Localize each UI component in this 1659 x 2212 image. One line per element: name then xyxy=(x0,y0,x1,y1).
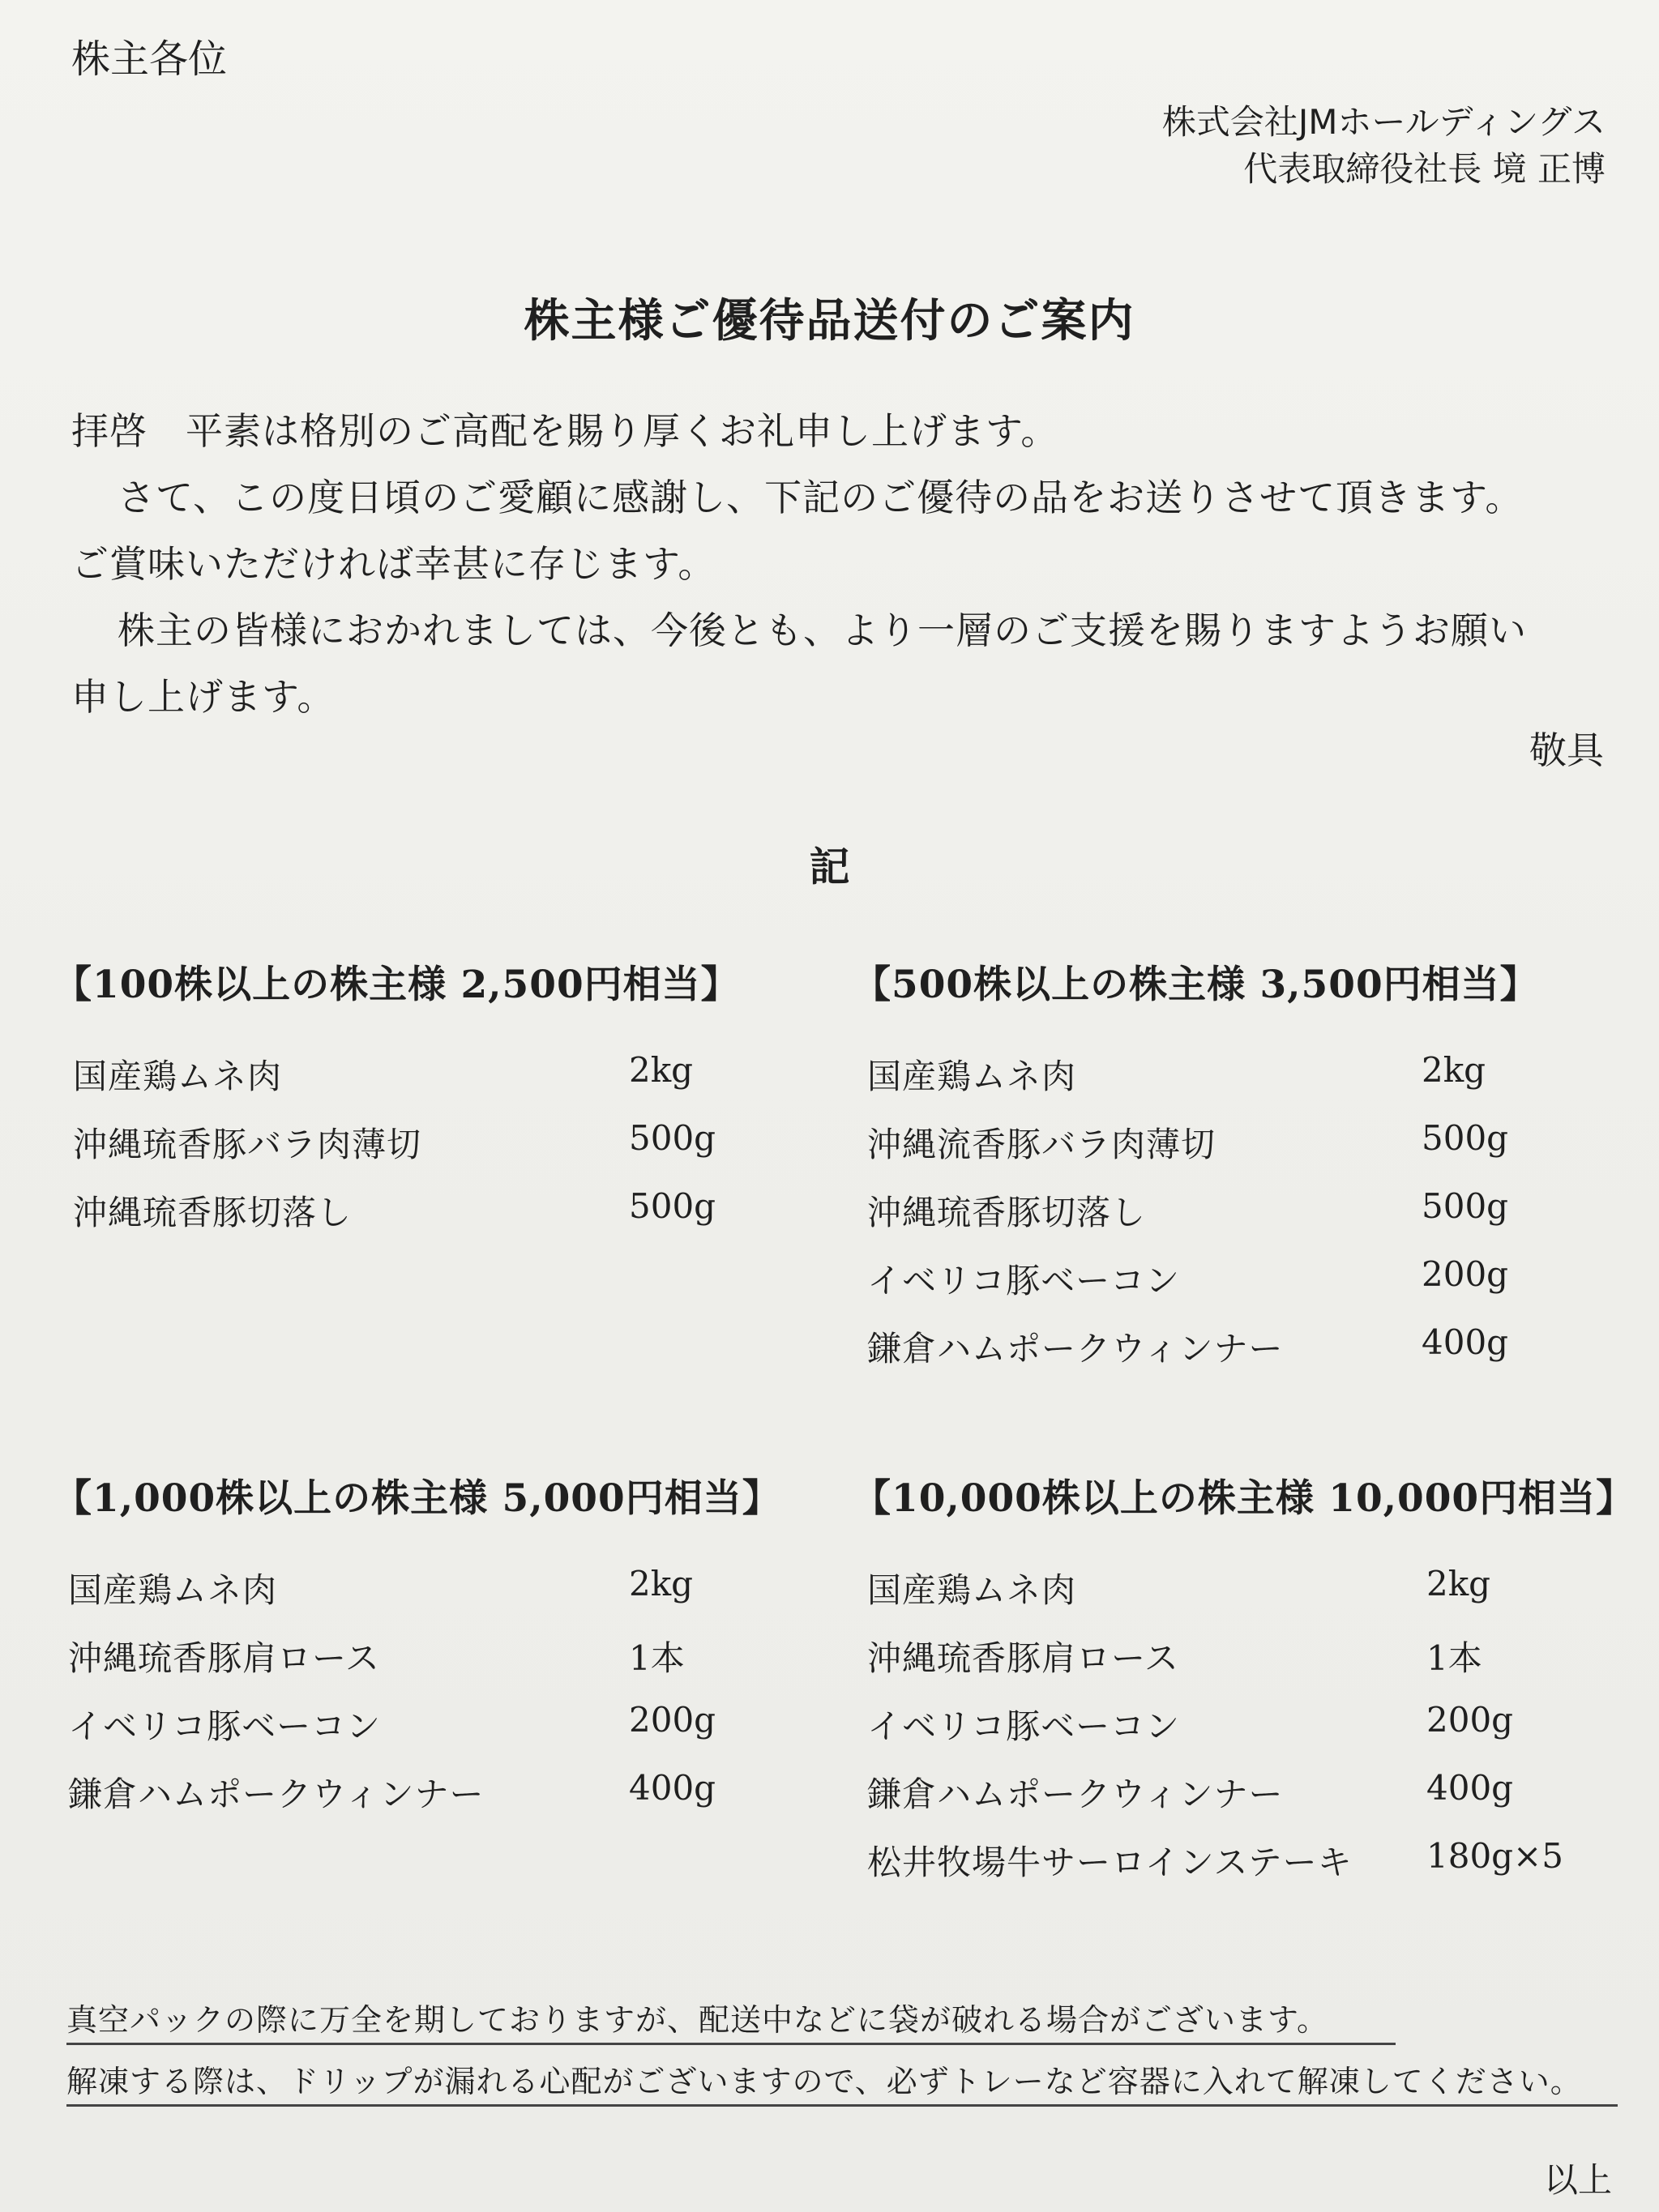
section-heading: 【1,000株以上の株主様 5,000円相当】 xyxy=(53,1476,781,1521)
representative-name: 代表取締役社長 境 正博 xyxy=(1243,149,1606,189)
section-100-shares xyxy=(53,954,740,1232)
section-heading: 【500株以上の株主様 3,500円相当】 xyxy=(853,963,1539,1007)
item-qty: 500g xyxy=(629,1186,716,1226)
section-heading: 【100株以上の株主様 2,500円相当】 xyxy=(53,963,740,1007)
item-qty: 400g xyxy=(629,1768,716,1808)
item-name: イベリコ豚ベーコン xyxy=(68,1706,382,1746)
body-line-4: 株主の皆様におかれましては、今後とも、より一層のご支援を賜りますようお願い xyxy=(118,609,1527,652)
end-ijou: 以上 xyxy=(1543,2160,1612,2200)
item-name: 鎌倉ハムポークウィンナー xyxy=(68,1774,485,1814)
item-qty: 180g×5 xyxy=(1426,1836,1563,1876)
salutation: 株主各位 xyxy=(71,36,228,82)
item-name: 松井牧場牛サーロインステーキ xyxy=(867,1843,1353,1882)
item-qty: 200g xyxy=(1422,1254,1509,1294)
item-qty: 400g xyxy=(1426,1768,1514,1808)
company-name: 株式会社JMホールディングス xyxy=(1161,102,1606,142)
body-line-2: さて、この度日頃のご愛顧に感謝し、下記のご優待の品をお送りさせて頂きます。 xyxy=(118,476,1524,519)
item-name: 国産鶏ムネ肉 xyxy=(867,1570,1077,1610)
item-name: 国産鶏ムネ肉 xyxy=(68,1570,278,1610)
item-qty: 200g xyxy=(629,1700,716,1740)
item-name: 沖縄琉香豚切落し xyxy=(73,1193,353,1232)
item-name: 沖縄流香豚バラ肉薄切 xyxy=(867,1125,1216,1164)
note-vacuum-pack: 真空パックの際に万全を期しておりますが、配送中などに袋が破れる場合がございます。 xyxy=(66,1995,1396,2045)
item-qty: 1本 xyxy=(1426,1638,1482,1678)
item-name: イベリコ豚ベーコン xyxy=(867,1261,1181,1300)
item-qty: 500g xyxy=(1422,1186,1509,1226)
item-qty: 1本 xyxy=(629,1638,685,1678)
item-qty: 500g xyxy=(629,1118,716,1158)
item-qty: 2kg xyxy=(1426,1564,1491,1603)
body-line-3: ご賞味いただければ幸甚に存じます。 xyxy=(71,542,716,586)
section-1000-shares xyxy=(53,1468,781,1814)
section-10000-shares xyxy=(853,1468,1635,1882)
item-name: 鎌倉ハムポークウィンナー xyxy=(867,1329,1284,1369)
item-name: 国産鶏ムネ肉 xyxy=(867,1057,1077,1096)
item-qty: 400g xyxy=(1422,1322,1509,1362)
section-heading: 【10,000株以上の株主様 10,000円相当】 xyxy=(853,1476,1635,1521)
section-500-shares xyxy=(853,954,1539,1369)
item-qty: 2kg xyxy=(629,1050,694,1090)
item-name: 鎌倉ハムポークウィンナー xyxy=(867,1774,1284,1814)
body-line-5: 申し上げます。 xyxy=(71,675,336,719)
item-name: 国産鶏ムネ肉 xyxy=(73,1057,283,1096)
closing-keigu: 敬具 xyxy=(1529,728,1604,772)
item-qty: 500g xyxy=(1422,1118,1509,1158)
item-name: 沖縄琉香豚肩ロース xyxy=(68,1638,380,1678)
item-name: 沖縄琉香豚肩ロース xyxy=(867,1638,1179,1678)
item-qty: 2kg xyxy=(1422,1050,1486,1090)
note-thawing: 解凍する際は、ドリップが漏れる心配がございますので、必ずトレーなど容器に入れて解凍してください。 xyxy=(66,2056,1618,2107)
item-qty: 2kg xyxy=(629,1564,694,1603)
item-name: 沖縄琉香豚切落し xyxy=(867,1193,1147,1232)
item-qty: 200g xyxy=(1426,1700,1514,1740)
item-name: イベリコ豚ベーコン xyxy=(867,1706,1181,1746)
item-name: 沖縄琉香豚バラ肉薄切 xyxy=(73,1125,422,1164)
ki-heading: 記 xyxy=(809,843,850,890)
body-line-1: 拝啓 平素は格別のご高配を賜り厚くお礼申し上げます。 xyxy=(71,409,1059,453)
document-title: 株主様ご優待品送付のご案内 xyxy=(524,294,1135,348)
